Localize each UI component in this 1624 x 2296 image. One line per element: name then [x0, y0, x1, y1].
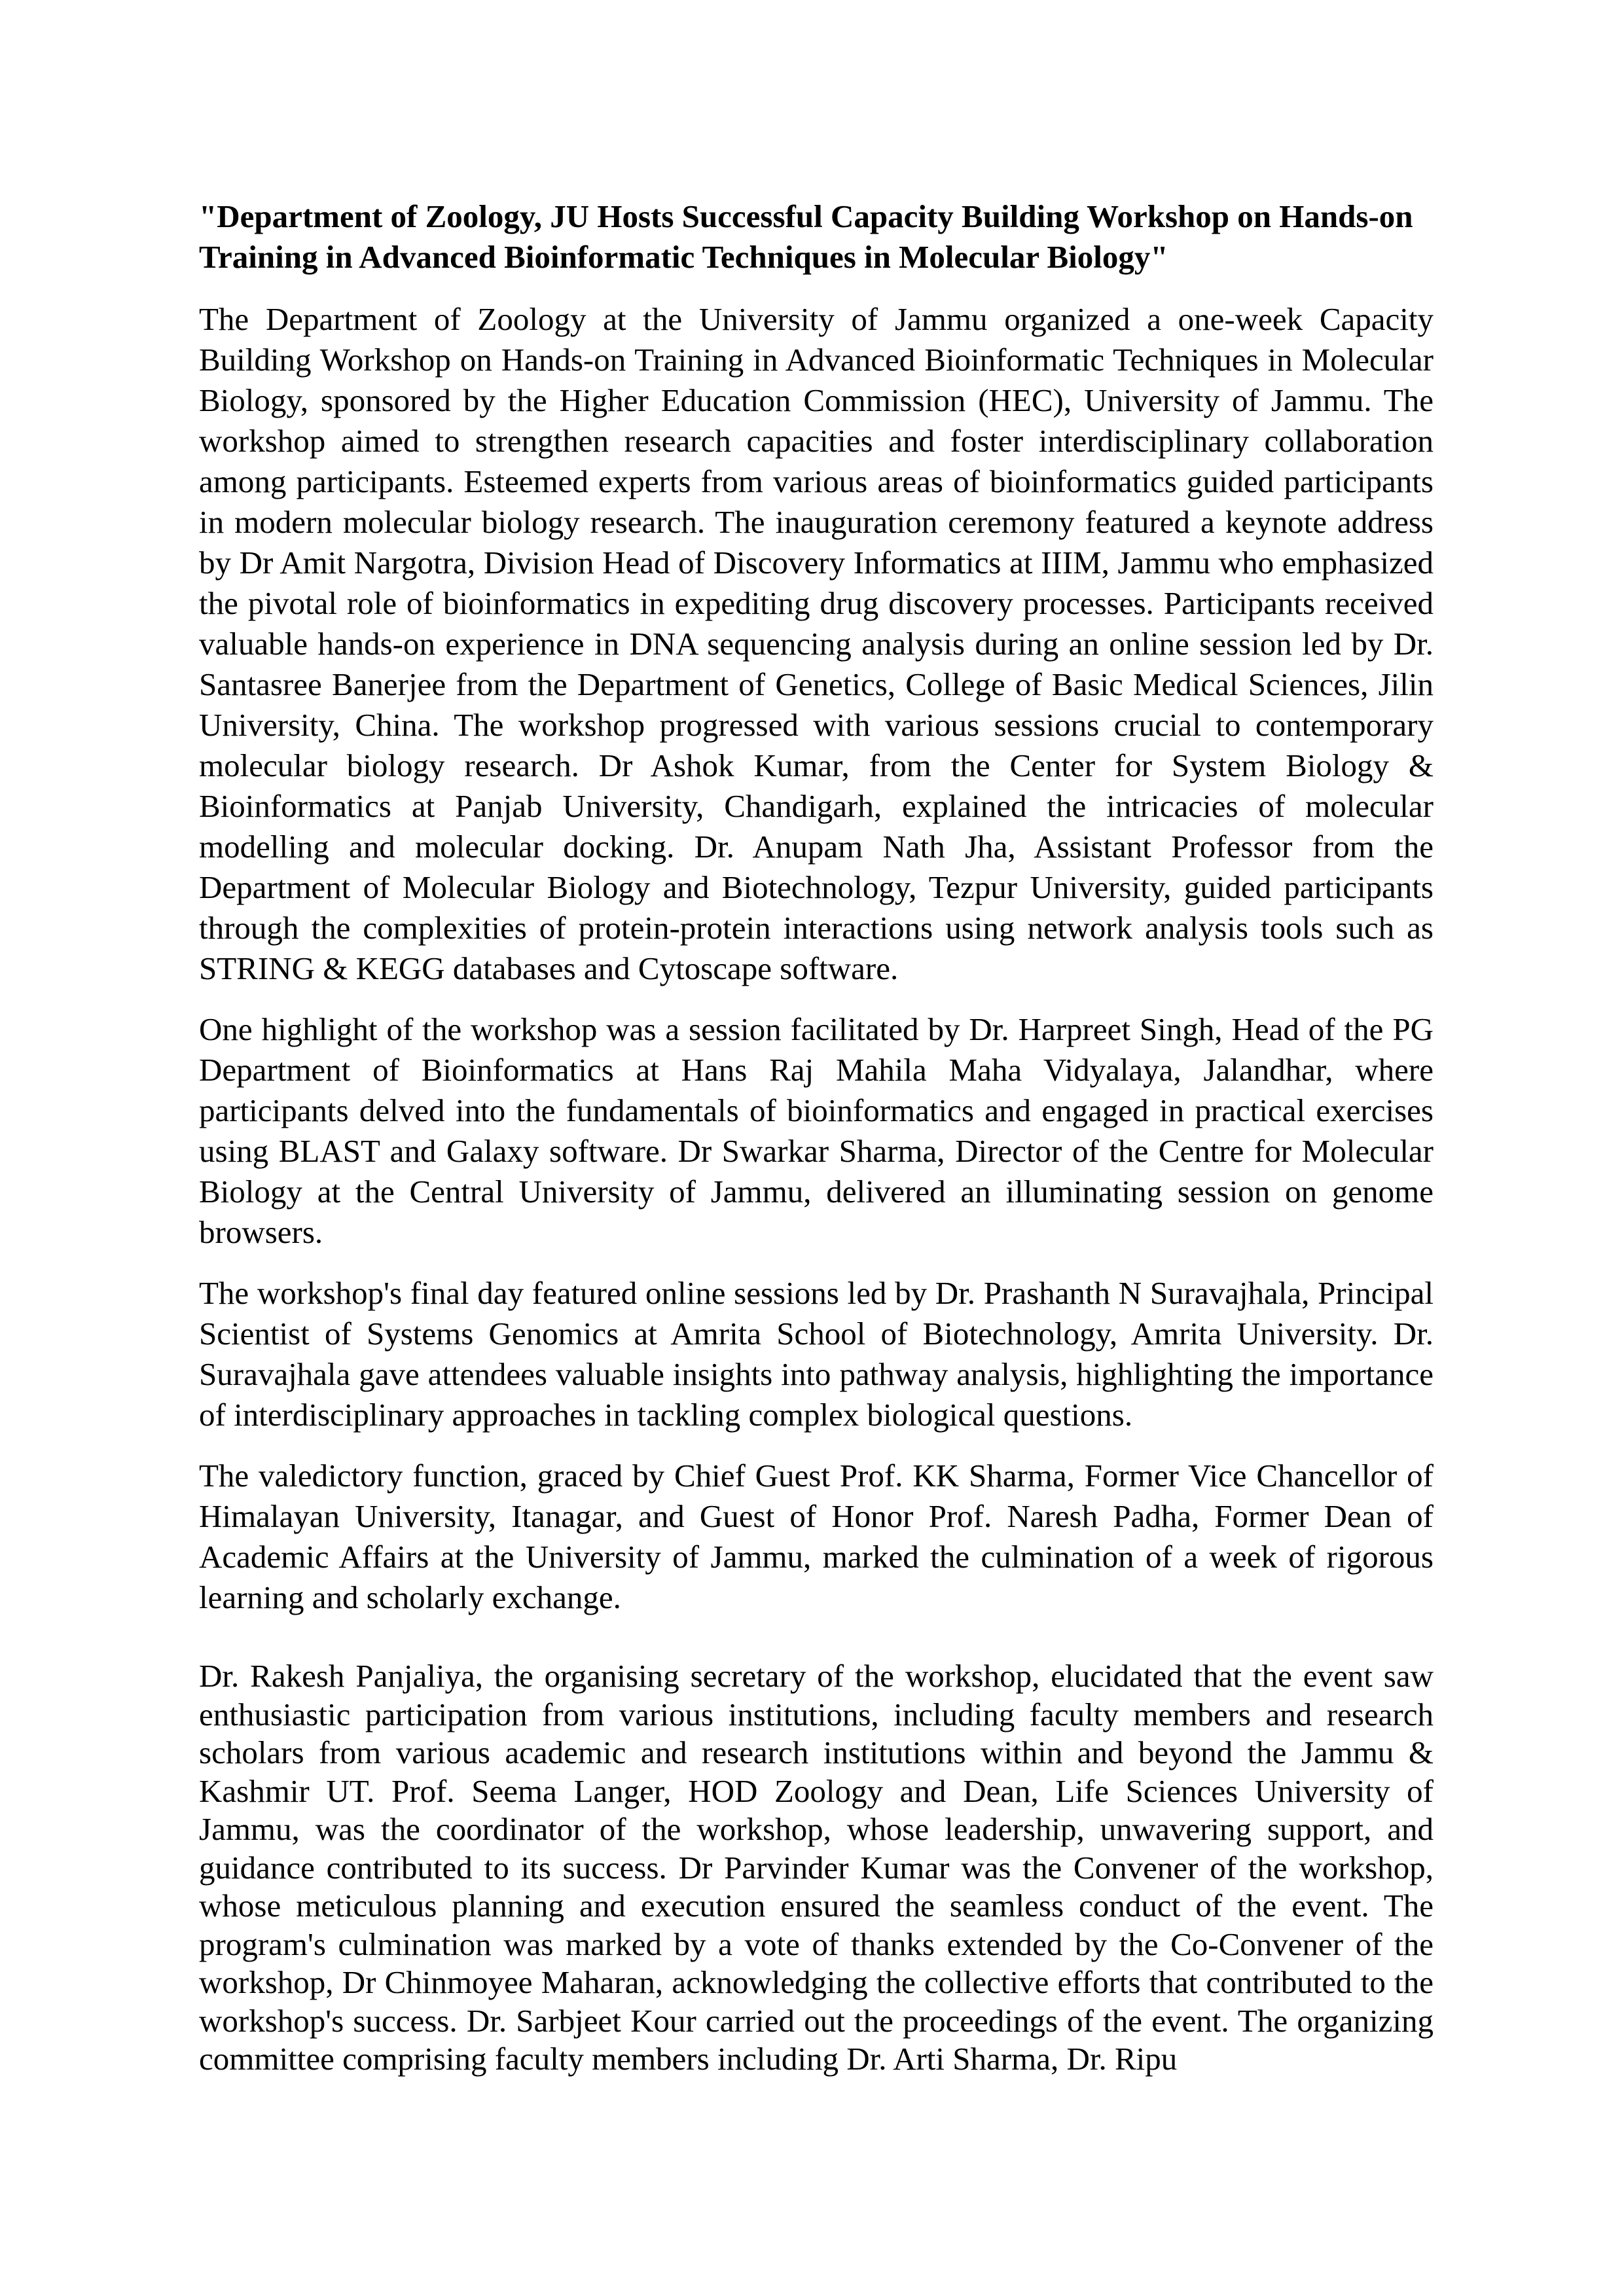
paragraph-organisers: Dr. Rakesh Panjaliya, the organising secretary of the workshop, elucidated that the event saw enthusiastic participation from various institutions, including faculty members and research scholars from various academic and research institutions within and beyond the Jammu & Kashmir UT. Prof. Seema Langer, HOD Zoology and Dean, Life Sciences University of Jammu, was the coordinator of the workshop, whose leadership, unwavering support, and guidance contributed to its success. Dr Parvinder Kumar was the Convener of the workshop, whose meticulous planning and execution ensured the seamless conduct of the event. The program's culmination was marked by a vote of thanks extended by the Co-Convener of the workshop, Dr Chinmoyee Maharan, acknowledging the collective efforts that contributed to the workshop's success. Dr. Sarbjeet Kour carried out the proceedings of the event. The organizing committee comprising faculty members including Dr. Arti Sharma, Dr. Ripu — [199, 1658, 1434, 2077]
paragraph-highlight: One highlight of the workshop was a session facilitated by Dr. Harpreet Singh, Head of the PG Department of Bioinformatics at Hans Raj Mahila Maha Vidyalaya, Jalandhar, where participants delved into the fundamentals of bioinformatics and engaged in practical exercises using BLAST and Galaxy software. Dr Swarkar Sharma, Director of the Centre for Molecular Biology at the Central University of Jammu, delivered an illuminating session on genome browsers. — [199, 1011, 1434, 1250]
paragraph-valedictory: The valedictory function, graced by Chief Guest Prof. KK Sharma, Former Vice Chancellor of Himalayan University, Itanagar, and Guest of Honor Prof. Naresh Padha, Former Dean of Academic Affairs at the University of Jammu, marked the culmination of a week of rigorous learning and scholarly exchange. — [199, 1458, 1434, 1615]
paragraph-final-day: The workshop's final day featured online sessions led by Dr. Prashanth N Suravajhala, Principal Scientist of Systems Genomics at Amrita School of Biotechnology, Amrita University. Dr. Suravajhala gave attendees valuable insights into pathway analysis, highlighting the importance of interdisciplinary approaches in tackling complex biological questions. — [199, 1275, 1434, 1433]
headline: "Department of Zoology, JU Hosts Successful Capacity Building Workshop on Hands-on Training in Advanced Bioinformatic Techniques in Molecular Biology" — [199, 198, 1413, 275]
document-page — [199, 196, 1434, 2099]
paragraph-introduction: The Department of Zoology at the University of Jammu organized a one-week Capacity Building Workshop on Hands-on Training in Advanced Bioinformatic Techniques in Molecular Biology, sponsored by the Higher Education Commission (HEC), University of Jammu. The workshop aimed to strengthen research capacities and foster interdisciplinary collaboration among participants. Esteemed experts from various areas of bioinformatics guided participants in modern molecular biology research. The inauguration ceremony featured a keynote address by Dr Amit Nargotra, Division Head of Discovery Informatics at IIIM, Jammu who emphasized the pivotal role of bioinformatics in expediting drug discovery processes. Participants received valuable hands-on experience in DNA sequencing analysis during an online session led by Dr. Santasree Banerjee from the Department of Genetics, College of Basic Medical Sciences, Jilin University, China. The workshop progressed with various sessions crucial to contemporary molecular biology research. Dr Ashok Kumar, from the Center for System Biology & Bioinformatics at Panjab University, Chandigarh, explained the intricacies of molecular modelling and molecular docking. Dr. Anupam Nath Jha, Assistant Professor from the Department of Molecular Biology and Biotechnology, Tezpur University, guided participants through the complexities of protein-protein interactions using network analysis tools such as STRING & KEGG databases and Cytoscape software. — [199, 301, 1434, 986]
